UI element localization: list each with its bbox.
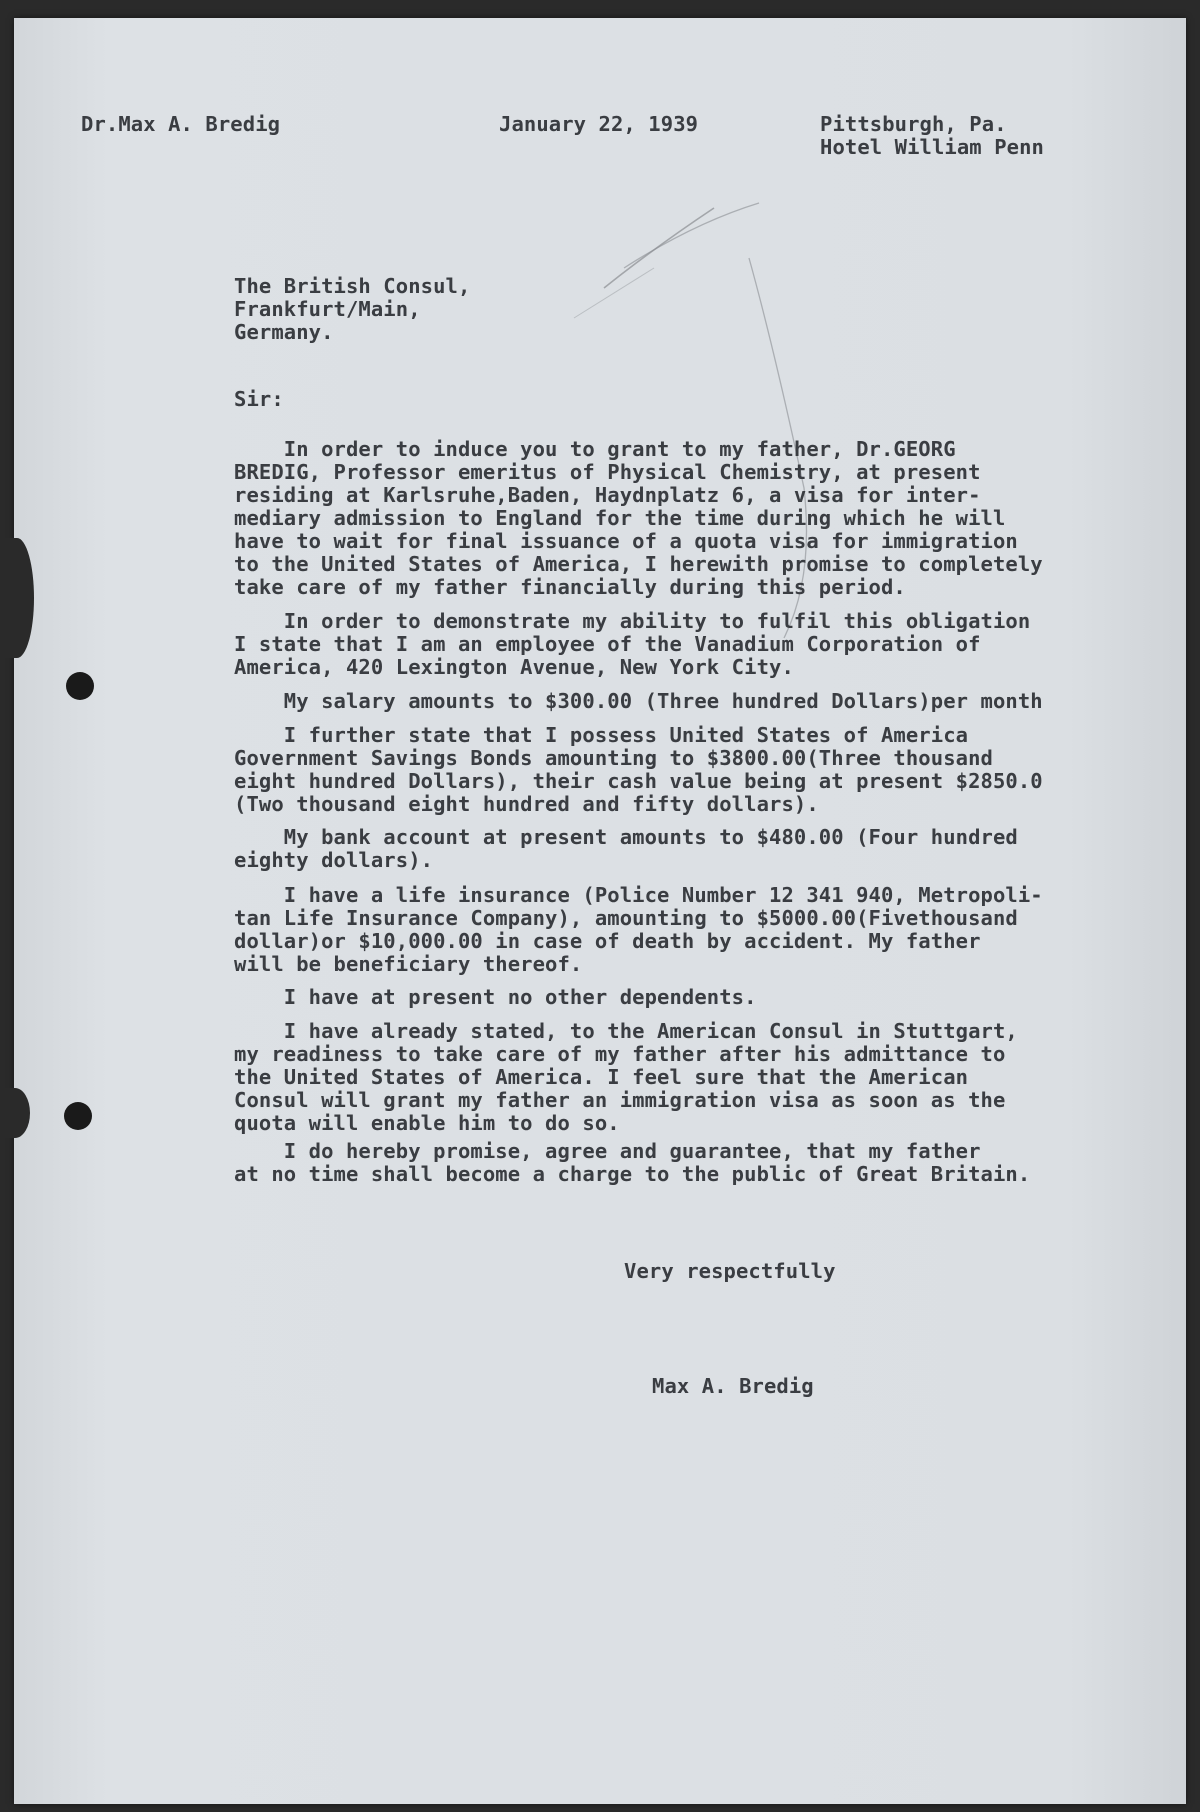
paragraph-1 xyxy=(234,438,1154,599)
paragraph-line: (Two thousand eight hundred and fifty dollars). xyxy=(234,792,819,816)
paragraph-line: the United States of America. I feel sure that the American xyxy=(234,1065,969,1089)
paragraph-line: I have at present no other dependents. xyxy=(234,985,757,1009)
paragraph-4 xyxy=(234,724,1154,816)
paragraph-8 xyxy=(234,1020,1154,1135)
paragraph-3 xyxy=(234,690,1154,713)
paragraph-line: eight hundred Dollars), their cash value being at present $2850.0 xyxy=(234,769,1043,793)
paragraph-7 xyxy=(234,986,1154,1009)
paragraph-line: dollar)or $10,000.00 in case of death by accident. My father xyxy=(234,929,981,953)
paragraph-2 xyxy=(234,610,1154,679)
paragraph-line: I have already stated, to the American Consul in Stuttgart, xyxy=(234,1019,1018,1043)
paragraph-line: to the United States of America, I herewith promise to completely xyxy=(234,552,1043,576)
paragraph-line: My bank account at present amounts to $480.00 (Four hundred xyxy=(234,825,1018,849)
paragraph-line: will be beneficiary thereof. xyxy=(234,952,583,976)
paragraph-line: mediary admission to England for the time during which he will xyxy=(234,506,1006,530)
paragraph-line: Government Savings Bonds amounting to $3800.00(Three thousand xyxy=(234,746,993,770)
paragraph-line: at no time shall become a charge to the public of Great Britain. xyxy=(234,1162,1031,1186)
letter-sheet xyxy=(14,18,1186,1804)
punch-hole xyxy=(64,1102,92,1130)
paragraph-line: I do hereby promise, agree and guarantee, that my father xyxy=(234,1139,981,1163)
paragraph-line: In order to induce you to grant to my father, Dr.GEORG xyxy=(234,437,956,461)
punch-hole xyxy=(66,672,94,700)
header-author: Dr.Max A. Bredig xyxy=(81,112,281,136)
paragraph-line: tan Life Insurance Company), amounting to $5000.00(Fivethousand xyxy=(234,906,1018,930)
paragraph-line: I have a life insurance (Police Number 12 341 940, Metropoli- xyxy=(234,883,1043,907)
paragraph-line: quota will enable him to do so. xyxy=(234,1111,620,1135)
header-date: January 22, 1939 xyxy=(499,112,699,136)
paragraph-line: my readiness to take care of my father after his admittance to xyxy=(234,1042,1006,1066)
paragraph-line: have to wait for final issuance of a quota visa for immigration xyxy=(234,529,1018,553)
torn-edge xyxy=(0,538,34,658)
paragraph-line: eighty dollars). xyxy=(234,848,434,872)
torn-edge xyxy=(0,1088,30,1138)
paragraph-9 xyxy=(234,1140,1154,1186)
paragraph-line: America, 420 Lexington Avenue, New York City. xyxy=(234,655,794,679)
salutation: Sir: xyxy=(234,387,284,411)
paragraph-6 xyxy=(234,884,1154,976)
addressee-line2: Frankfurt/Main, xyxy=(234,297,421,321)
header-place-line1: Pittsburgh, Pa. xyxy=(820,112,1007,136)
paragraph-line: take care of my father financially during this period. xyxy=(234,575,906,599)
paragraph-line: My salary amounts to $300.00 (Three hundred Dollars)per month xyxy=(234,689,1043,713)
header-place-line2: Hotel William Penn xyxy=(820,135,1044,159)
paragraph-line: I state that I am an employee of the Vanadium Corporation of xyxy=(234,632,981,656)
paragraph-line: Consul will grant my father an immigration visa as soon as the xyxy=(234,1088,1006,1112)
paragraph-line: In order to demonstrate my ability to fulfil this obligation xyxy=(234,609,1031,633)
paragraph-line: BREDIG, Professor emeritus of Physical Chemistry, at present xyxy=(234,460,981,484)
addressee-line1: The British Consul, xyxy=(234,274,471,298)
paragraph-line: residing at Karlsruhe,Baden, Haydnplatz 6, a visa for inter- xyxy=(234,483,981,507)
closing: Very respectfully xyxy=(624,1259,836,1283)
paragraph-line: I further state that I possess United States of America xyxy=(234,723,969,747)
paragraph-5 xyxy=(234,826,1154,872)
signature: Max A. Bredig xyxy=(652,1374,814,1398)
addressee-line3: Germany. xyxy=(234,320,334,344)
